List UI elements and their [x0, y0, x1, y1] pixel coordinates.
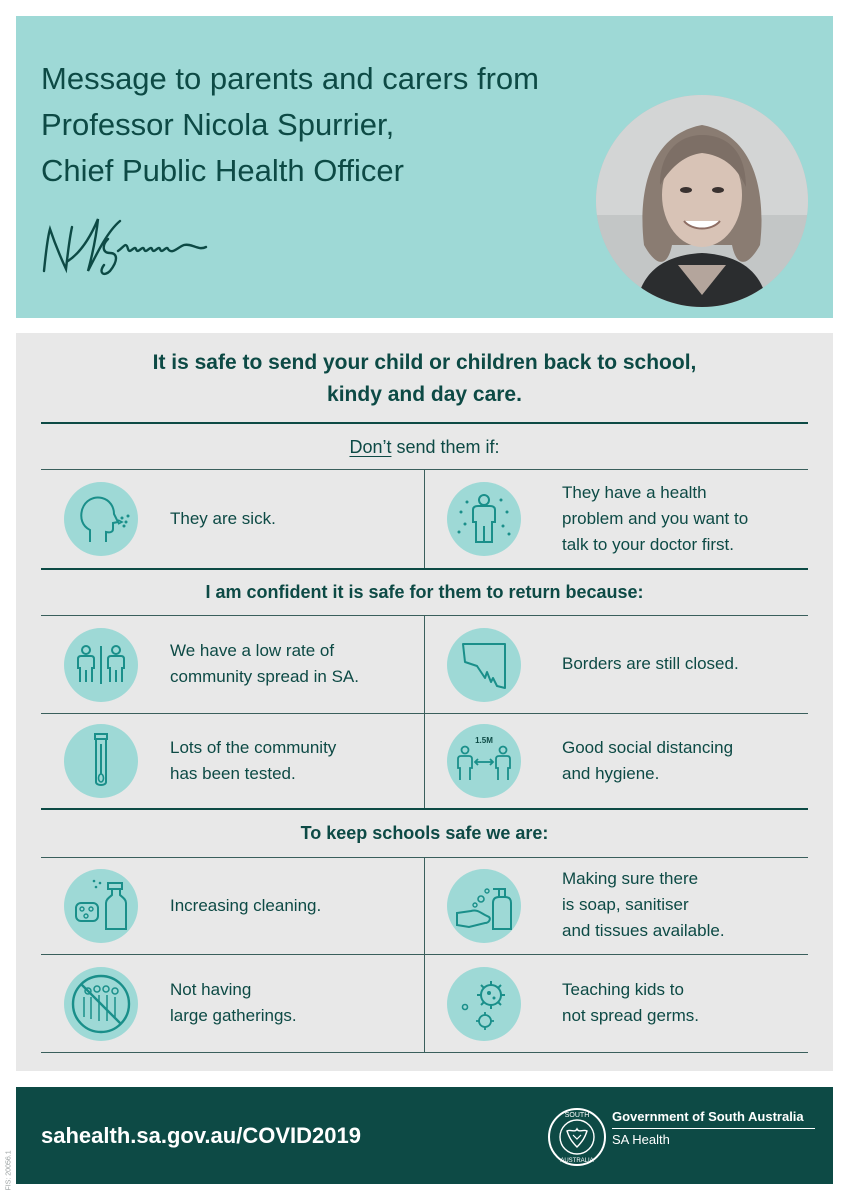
item-line: talk to your doctor first. — [562, 535, 734, 554]
item-line: Making sure there — [562, 869, 699, 888]
dont-send-title — [41, 435, 808, 459]
item-text — [562, 977, 699, 1029]
item-line: Lots of the community — [170, 738, 337, 757]
portrait-illustration — [596, 95, 808, 307]
crest-text-bottom: AUSTRALIA — [560, 1158, 594, 1164]
item-line: large gatherings. — [170, 1006, 297, 1025]
page-title — [41, 56, 601, 194]
sa-map-icon — [447, 628, 521, 702]
list-item-germs — [425, 955, 833, 1052]
test-tube-icon — [64, 724, 138, 798]
intro-line-1: It is safe to send your child or children back to school, — [152, 351, 697, 374]
header-banner — [16, 16, 833, 318]
list-item-health-problem — [425, 470, 833, 568]
item-line: not spread germs. — [562, 1006, 700, 1025]
item-line: community spread in SA. — [170, 667, 359, 686]
list-item-gatherings — [16, 955, 424, 1052]
portrait-photo — [596, 95, 808, 307]
item-line: is soap, sanitiser — [562, 895, 689, 914]
germs-icon — [447, 967, 521, 1041]
distance-label: 1.5M — [475, 736, 493, 745]
item-text — [562, 480, 748, 558]
item-line: has been tested. — [170, 764, 296, 783]
list-item-borders — [425, 616, 833, 713]
title-line-2: Professor Nicola Spurrier, — [41, 107, 395, 142]
item-text — [562, 735, 733, 787]
main-panel — [16, 333, 833, 1071]
item-text — [170, 977, 297, 1029]
hand-washing-icon — [447, 869, 521, 943]
distancing-icon — [447, 724, 521, 798]
footer-banner — [16, 1087, 833, 1184]
divider — [41, 422, 808, 424]
list-item-sick — [16, 470, 424, 568]
no-gatherings-icon — [64, 967, 138, 1041]
sneezing-head-icon — [64, 482, 138, 556]
list-item-soap — [425, 858, 833, 954]
item-line: Not having — [170, 980, 252, 999]
cleaning-spray-icon — [64, 869, 138, 943]
divider — [41, 568, 808, 570]
item-line: We have a low rate of — [170, 641, 335, 660]
item-line: Teaching kids to — [562, 980, 684, 999]
dont-underlined: Don’t — [349, 437, 392, 457]
people-divided-icon — [64, 628, 138, 702]
dont-title-rest: send them if: — [391, 437, 500, 457]
signature — [38, 211, 228, 281]
website-link[interactable]: sahealth.sa.gov.au/COVID2019 — [41, 1123, 361, 1148]
item-line: Borders are still closed. — [562, 654, 739, 673]
list-item-cleaning — [16, 858, 424, 954]
sa-government-crest-icon — [547, 1107, 607, 1167]
intro-line-2: kindy and day care. — [327, 383, 522, 406]
confident-title: I am confident it is safe for them to return because: — [205, 582, 644, 602]
person-germs-icon — [447, 482, 521, 556]
list-item-distancing — [425, 714, 833, 808]
department-name: SA Health — [612, 1132, 670, 1147]
item-text — [170, 506, 276, 532]
item-line: They are sick. — [170, 509, 276, 528]
title-line-3: Chief Public Health Officer — [41, 153, 404, 188]
item-text — [562, 866, 725, 944]
keep-safe-title: To keep schools safe we are: — [300, 823, 549, 843]
fis-code: FIS: 20056.1 — [5, 1150, 13, 1191]
item-line: and tissues available. — [562, 921, 725, 940]
title-line-1: Message to parents and carers from — [41, 61, 539, 96]
footer-divider — [612, 1128, 815, 1129]
government-name: Government of South Australia — [612, 1109, 804, 1124]
crest-text-top: SOUTH — [564, 1112, 590, 1119]
divider — [41, 1052, 808, 1053]
item-text — [170, 638, 359, 690]
item-line: problem and you want to — [562, 509, 749, 528]
list-item-low-spread — [16, 616, 424, 713]
item-line: and hygiene. — [562, 764, 660, 783]
item-line: Increasing cleaning. — [170, 896, 322, 915]
item-text — [170, 735, 336, 787]
item-text — [562, 651, 739, 677]
divider — [41, 808, 808, 810]
item-text — [170, 893, 321, 919]
item-line: They have a health — [562, 483, 707, 502]
list-item-tested — [16, 714, 424, 808]
item-line: Good social distancing — [562, 738, 734, 757]
intro-statement — [16, 347, 833, 411]
